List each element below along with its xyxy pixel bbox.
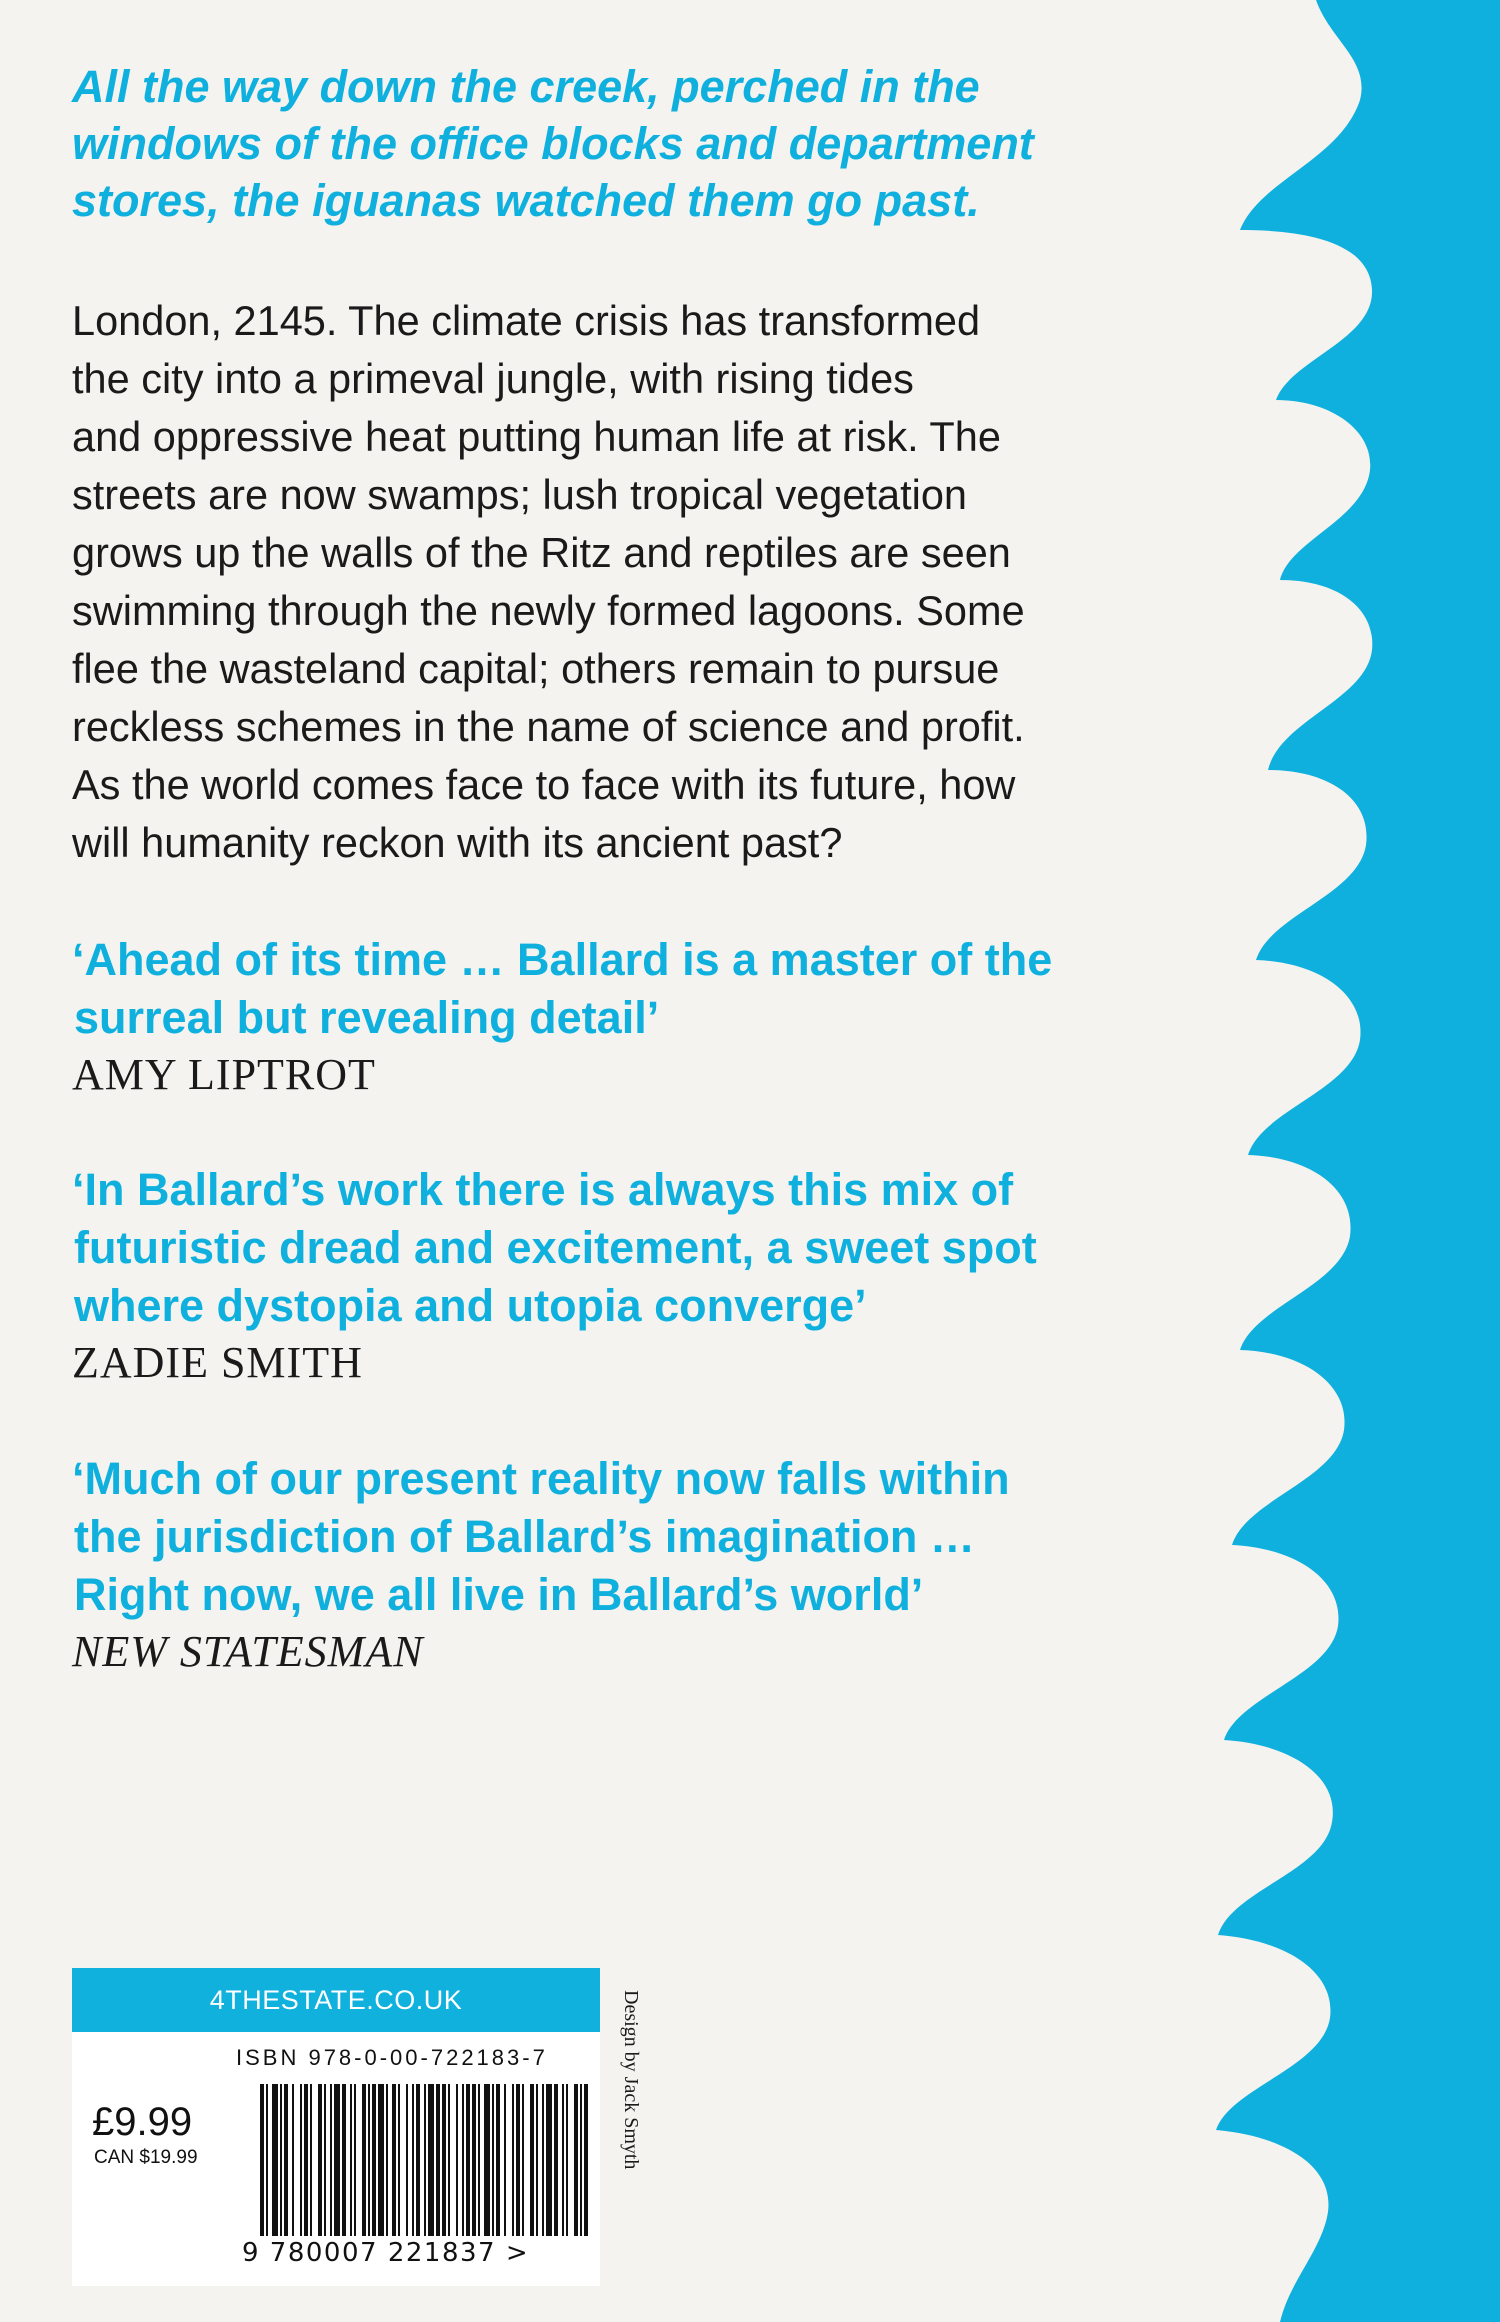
barcode-bar: [318, 2084, 322, 2236]
barcode-bar: [522, 2084, 524, 2236]
barcode-panel: [72, 1968, 600, 2286]
quote-line: surreal but revealing detail’: [74, 992, 660, 1043]
blurb-line: London, 2145. The climate crisis has transformed: [72, 297, 981, 344]
barcode-bar: [536, 2084, 538, 2236]
barcode-bar: [530, 2084, 534, 2236]
barcode-bar: [504, 2084, 506, 2236]
blurb-line: and oppressive heat putting human life at risk. The: [72, 413, 1001, 460]
barcode-bar: [342, 2084, 346, 2236]
blurb-line: swimming through the newly formed lagoons. Some: [72, 587, 1025, 634]
barcode-bar: [372, 2084, 376, 2236]
quote-line: futuristic dread and excitement, a sweet spot: [74, 1222, 1037, 1273]
barcode-bar: [284, 2084, 288, 2236]
barcode-bar: [260, 2084, 264, 2236]
blurb-line: the city into a primeval jungle, with rising tides: [72, 355, 914, 402]
barcode-bar: [562, 2084, 564, 2236]
blurb: [72, 292, 1212, 872]
blurb-line: will humanity reckon with its ancient past?: [72, 819, 843, 866]
quote-line: where dystopia and utopia converge’: [74, 1280, 867, 1331]
barcode-bar: [484, 2084, 490, 2236]
price-gbp: £9.99: [92, 2100, 193, 2144]
barcode-bar: [424, 2084, 426, 2236]
blurb-line: streets are now swamps; lush tropical vegetation: [72, 471, 967, 518]
barcode-bar: [330, 2084, 332, 2236]
review-quote: [72, 931, 1212, 1103]
barcode-bar: [462, 2084, 464, 2236]
quote-text: [72, 1161, 1212, 1335]
quote-line: ‘Ahead of its time … Ballard is a master of the: [72, 934, 1053, 985]
barcode-bar: [512, 2084, 514, 2236]
barcode-bar: [334, 2084, 340, 2236]
barcode-bar: [354, 2084, 356, 2236]
quote-line: Right now, we all live in Ballard’s world’: [74, 1569, 924, 1620]
barcode-bar: [546, 2084, 552, 2236]
design-credit: [612, 1990, 652, 2240]
barcode-bar: [442, 2084, 446, 2236]
barcode-bar: [584, 2084, 588, 2236]
barcode-bar: [324, 2084, 326, 2236]
quote-text: [72, 931, 1212, 1047]
barcode-bar: [304, 2084, 308, 2236]
barcode-bar: [300, 2084, 302, 2236]
barcode-bar: [398, 2084, 400, 2236]
review-quote: [72, 1161, 1212, 1391]
barcode-bar: [448, 2084, 450, 2236]
quote-line: the jurisdiction of Ballard’s imagination …: [74, 1511, 975, 1562]
barcode-digits: 9 780007 221837 >: [242, 2238, 530, 2268]
barcode-bar: [416, 2084, 420, 2236]
barcode-bar: [436, 2084, 440, 2236]
barcode-bar: [466, 2084, 470, 2236]
design-credit-text: Design by Jack Smyth: [620, 1990, 642, 2170]
price-can: CAN $19.99: [94, 2147, 198, 2168]
barcode-bar: [350, 2084, 352, 2236]
barcode-bar: [492, 2084, 494, 2236]
barcode-bar: [406, 2084, 408, 2236]
blurb-line: flee the wasteland capital; others remain to pursue: [72, 645, 1000, 692]
barcode-bar: [386, 2084, 388, 2236]
barcode-bar: [478, 2084, 480, 2236]
barcode-bar: [392, 2084, 396, 2236]
barcode-bars: [260, 2084, 592, 2236]
barcode-bar: [266, 2084, 268, 2236]
barcode-bar: [580, 2084, 582, 2236]
quote-attribution: AMY LIPTROT: [72, 1050, 376, 1099]
barcode-bar: [456, 2084, 458, 2236]
blurb-line: As the world comes face to face with its future, how: [72, 761, 1016, 808]
barcode-bar: [566, 2084, 568, 2236]
barcode-bar: [472, 2084, 476, 2236]
blurb-line: grows up the walls of the Ritz and reptiles are seen: [72, 529, 1011, 576]
isbn-label: ISBN 978-0-00-722183-7: [236, 2045, 548, 2070]
barcode-bar: [362, 2084, 366, 2236]
publisher-url: 4THESTATE.CO.UK: [72, 1968, 600, 2032]
quote-attribution: ZADIE SMITH: [72, 1338, 363, 1387]
barcode-bar: [542, 2084, 544, 2236]
tagline-line: All the way down the creek, perched in the: [72, 61, 980, 112]
barcode-bar: [428, 2084, 434, 2236]
tagline-line: windows of the office blocks and department: [72, 118, 1034, 169]
quote-text: [72, 1450, 1212, 1624]
barcode-bar: [378, 2084, 384, 2236]
review-quote: [72, 1450, 1212, 1680]
barcode-bar: [554, 2084, 558, 2236]
quote-line: ‘Much of our present reality now falls within: [72, 1453, 1010, 1504]
barcode-bar: [280, 2084, 282, 2236]
barcode-bar: [574, 2084, 578, 2236]
barcode-bar: [292, 2084, 294, 2236]
barcode-bar: [496, 2084, 500, 2236]
barcode-bar: [516, 2084, 520, 2236]
barcode-bar: [368, 2084, 370, 2236]
barcode-bar: [412, 2084, 414, 2236]
tagline-line: stores, the iguanas watched them go past.: [72, 175, 980, 226]
barcode-bar: [310, 2084, 312, 2236]
barcode-bar: [272, 2084, 278, 2236]
blurb-line: reckless schemes in the name of science and profit.: [72, 703, 1025, 750]
tagline: [72, 58, 1212, 229]
quote-attribution: NEW STATESMAN: [72, 1627, 424, 1676]
quote-line: ‘In Ballard’s work there is always this mix of: [72, 1164, 1014, 1215]
